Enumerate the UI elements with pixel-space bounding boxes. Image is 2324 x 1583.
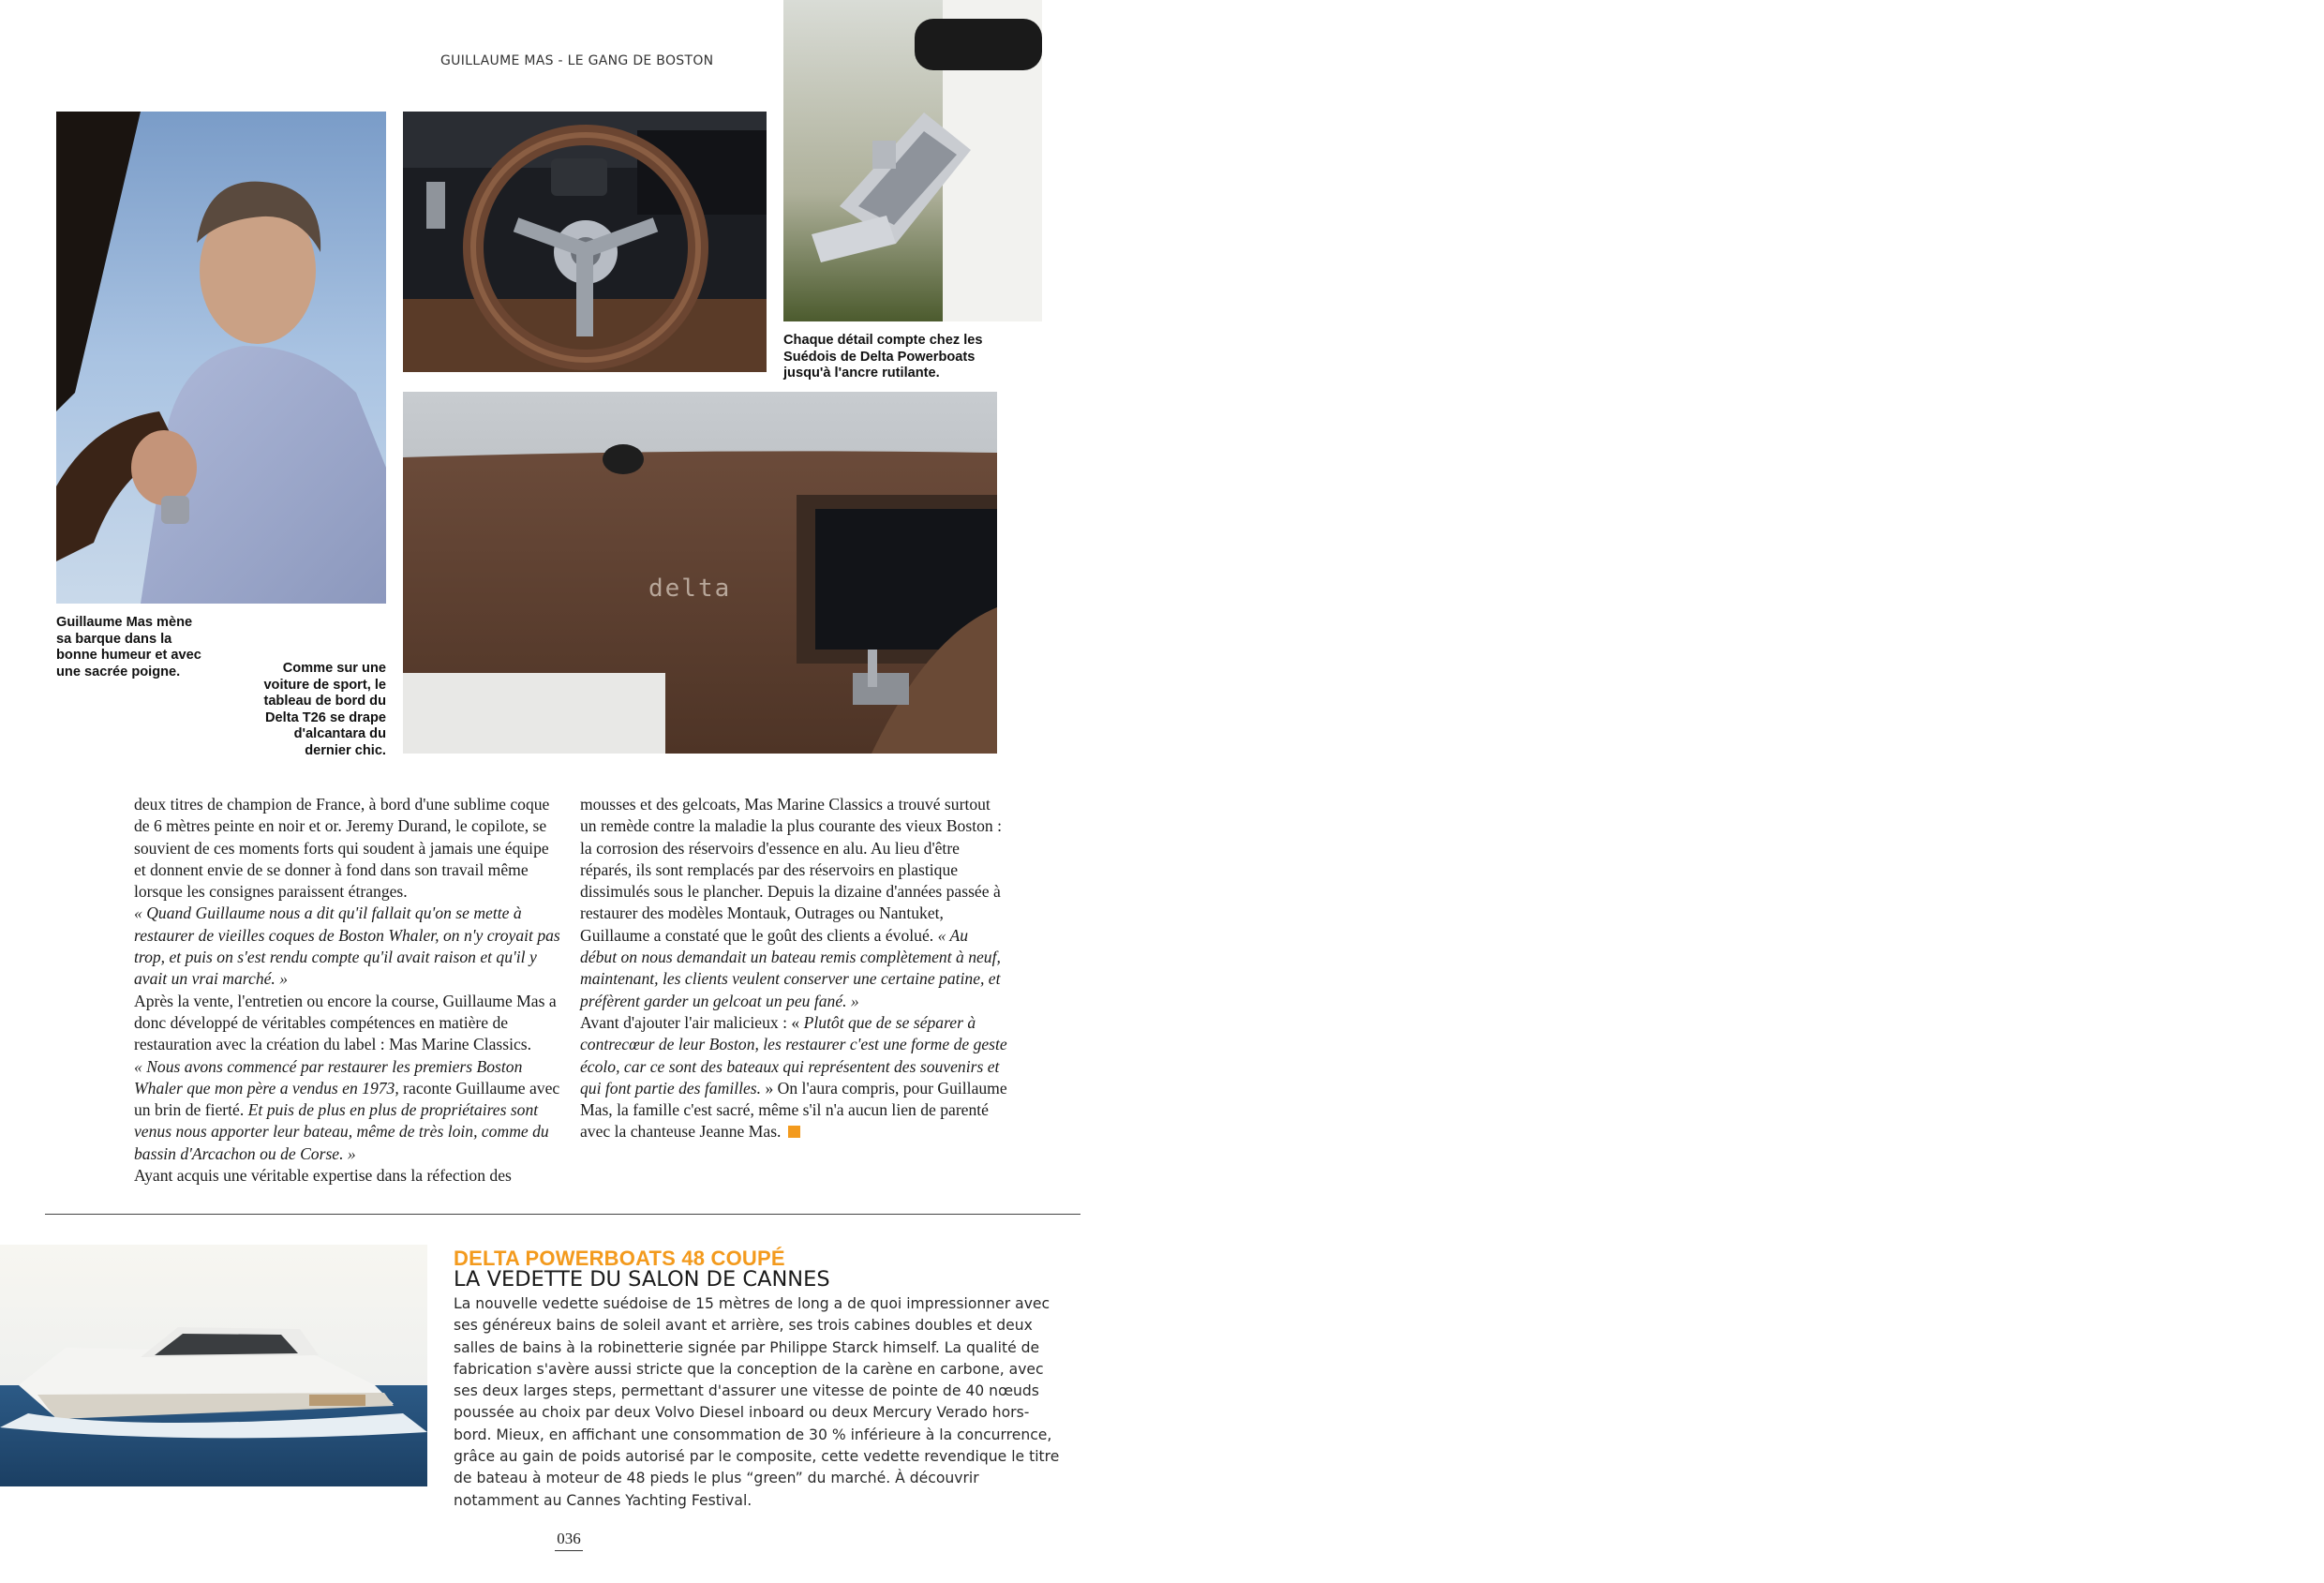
dashboard-logo: delta	[648, 575, 732, 603]
dashboard-photo	[403, 392, 997, 754]
anchor-photo	[783, 0, 1042, 321]
steering-wheel-photo	[403, 112, 767, 372]
caption-dashboard: Comme sur une voiture de sport, le tableau de bord du Delta T26 se drape d'alcantara du dernier chic.	[263, 661, 386, 758]
end-of-article-mark	[788, 1126, 800, 1138]
body-column-2: mousses et des gelcoats, Mas Marine Classics a trouvé surtout un remède contre la maladie la plus courante des vieux Boston : la corrosion des réservoirs d'essence en alu. Au lieu d'être réparés, ils sont remplacés par des réservoirs en plastique dissimulés sous le plancher. Depuis la dizaine d'années passée à restaurer des modèles Montauk, Outrages ou Nantuket, Guillaume a constaté que le goût des clients a évolué. « Au début on nous demandait un bateau remis complètement à neuf, maintenant, les clients veulent conserver une certaine patine, et préfèrent garder un gelcoat un peu fané. » Avant d'ajouter l'air malicieux : « Plutôt que de se séparer à contrecœur de leur Boston, les restaurer c'est une forme de geste écolo, car ce sont des bateaux qui représentent des souvenirs et qui font partie des familles. » On l'aura compris, pour Guillaume Mas, la famille c'est sacré, même s'il n'a aucun lien de parenté avec la chanteuse Jeanne Mas.	[580, 795, 1007, 1142]
caption-anchor: Chaque détail compte chez les Suédois de Delta Powerboats jusqu'à l'ancre rutilante.	[783, 333, 983, 381]
caption-portrait: Guillaume Mas mène sa barque dans la bonne humeur et avec une sacrée poigne.	[56, 615, 201, 679]
box-kicker: DELTA POWERBOATS 48 COUPÉ	[454, 1247, 785, 1270]
running-head: GUILLAUME MAS - LE GANG DE BOSTON	[440, 53, 714, 68]
page-number: 036	[555, 1530, 583, 1551]
body-column-1: deux titres de champion de France, à bord d'une sublime coque de 6 mètres peinte en noir et or. Jeremy Durand, le copilote, se souvient de ces moments forts qui soudent à jamais une équipe et donnent envie de se donner à fond dans son travail même lorsque les consignes paraissent étranges. « Quand Guillaume nous a dit qu'il fallait qu'on se mette à restaurer de vieilles coques de Boston Whaler, on n'y croyait pas trop, et puis on s'est rendu compte qu'il avait raison et qu'il y avait un vrai marché. » Après la vente, l'entretien ou encore la course, Guillaume Mas a donc développé de véritables compétences en matière de restauration avec la création du label : Mas Marine Classics. « Nous avons commencé par restaurer les premiers Boston Whaler que mon père a vendus en 1973, raconte Guillaume avec un brin de fierté. Et puis de plus en plus de propriétaires sont venus nous apporter leur bateau, même de très loin, comme du bassin d'Arcachon ou de Corse. » Ayant acquis une véritable expertise dans la réfection des	[134, 795, 560, 1186]
portrait-photo	[56, 112, 386, 604]
box-text: La nouvelle vedette suédoise de 15 mètres de long a de quoi impressionner avec ses généreux bains de soleil avant et arrière, ses trois cabines doubles et deux salles de bains à la robinetterie signée par Philippe Starck himself. La qualité de fabrication s'avère aussi stricte que la conception de la carène en carbone, avec ses deux larges steps, permettant d'assurer une vitesse de pointe de 40 nœuds poussée au choix par deux Volvo Diesel inboard ou deux Mercury Verado hors-bord. Mieux, en affichant une consommation de 30 % inférieure à la concurrence, grâce au gain de poids autorisé par le composite, cette vedette revendique le titre de bateau à moteur de 48 pieds le plus “green” du marché. À découvrir notamment au Cannes Yachting Festival.	[454, 1295, 1060, 1509]
section-divider	[45, 1214, 1080, 1215]
boat-photo	[0, 1245, 427, 1486]
box-title: LA VEDETTE DU SALON DE CANNES	[454, 1267, 830, 1292]
